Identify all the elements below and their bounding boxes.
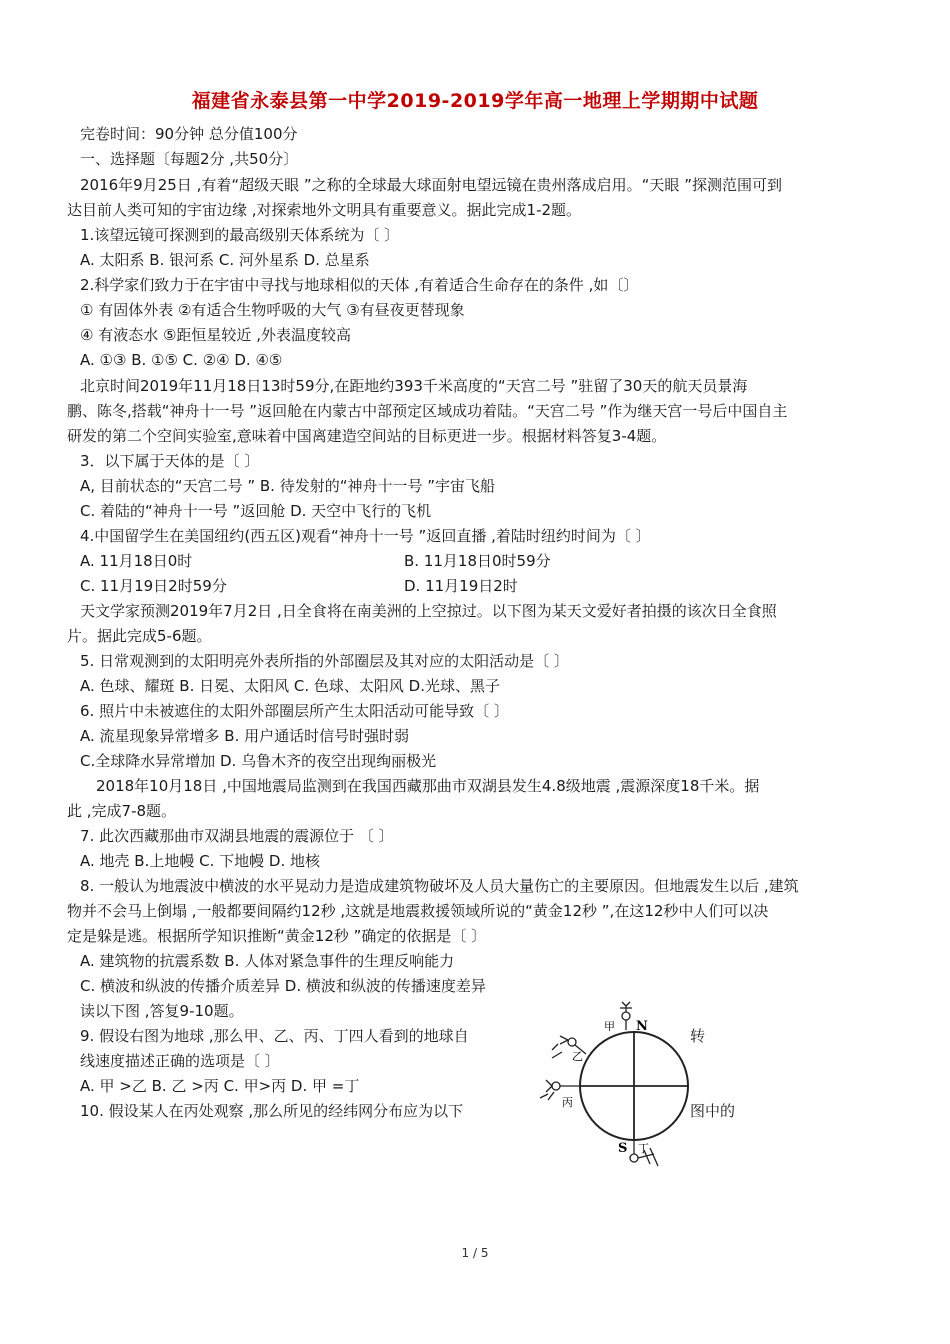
question-9-line-1-tail: 转 <box>690 1027 706 1045</box>
passage-5-line-1: 读以下图 ,答复9-10题。 <box>80 1002 244 1020</box>
passage-4-line-2: 此 ,完成7-8题。 <box>67 802 177 820</box>
question-8-line-3: 定是躲是逃。根据所学知识推断“黄金12秒 ”确定的依据是〔 〕 <box>67 927 487 945</box>
question-6-options-ab: A. 流星现象异常增多 B. 用户通话时信号时强时弱 <box>80 727 410 745</box>
question-3-stem: 3．以下属于天体的是〔 〕 <box>80 452 260 470</box>
question-9-line-2: 线速度描述正确的选项是〔 〕 <box>80 1052 280 1070</box>
passage-1-line-1: 2016年9月25日 ,有着“超级天眼 ”之称的全球最大球面射电望远镜在贵州落成启用。“天眼 ”探测范围可到 <box>80 176 782 194</box>
question-4-option-b: B. 11月18日0时59分 <box>404 552 551 570</box>
passage-2-line-1: 北京时间2019年11月18日13时59分,在距地约393千米高度的“天宫二号 ”驻留了30天的航天员景海 <box>80 377 748 395</box>
page-title: 福建省永泰县第一中学2019-2019学年高一地理上学期期中试题 <box>191 90 759 112</box>
question-10-line-1-tail: 图中的 <box>690 1102 736 1120</box>
observer-bing-label: 丙 <box>562 1096 573 1109</box>
earth-diagram <box>538 1000 698 1170</box>
observer-jia-label: 甲 <box>604 1020 615 1033</box>
question-2-options: A. ①③ B. ①⑤ C. ②④ D. ④⑤ <box>80 351 283 369</box>
question-1-stem: 1.该望远镜可探测到的最高级别天体系统为〔 〕 <box>80 226 400 244</box>
question-4-option-a: A. 11月18日0时 <box>80 552 193 570</box>
section-heading: 一、选择题〔每题2分 ,共50分〕 <box>80 150 299 168</box>
question-7-options: A. 地壳 B.上地幔 C. 下地幔 D. 地核 <box>80 852 320 870</box>
north-label: N <box>636 1019 648 1034</box>
question-2-items-1: ① 有固体外表 ②有适合生物呼吸的大气 ③有昼夜更替现象 <box>80 301 465 319</box>
question-2-items-2: ④ 有液态水 ⑤距恒星较近 ,外表温度较高 <box>80 326 351 344</box>
question-4-option-c: C. 11月19日2时59分 <box>80 577 227 595</box>
passage-3-line-2: 片。据此完成5-6题。 <box>67 627 212 645</box>
question-3-options-ab: A, 目前状态的“天宫二号 ” B. 待发射的“神舟十一号 ”宇宙飞船 <box>80 477 496 495</box>
passage-3-line-1: 天文学家预测2019年7月2日 ,日全食将在南美洲的上空掠过。以下图为某天文爱好者拍摄的该次日全食照 <box>80 602 777 620</box>
question-2-stem: 2.科学家们致力于在宇宙中寻找与地球相似的天体 ,有着适合生命存在的条件 ,如〔〕 <box>80 276 639 294</box>
question-3-options-cd: C. 着陆的“神舟十一号 ”返回舱 D. 天空中飞行的飞机 <box>80 502 432 520</box>
question-1-options: A. 太阳系 B. 银河系 C. 河外星系 D. 总星系 <box>80 251 370 269</box>
page-number: 1 / 5 <box>461 1246 489 1260</box>
question-7-stem: 7. 此次西藏那曲市双湖县地震的震源位于 〔 〕 <box>80 827 394 845</box>
question-6-stem: 6. 照片中未被遮住的太阳外部圈层所产生太阳活动可能导致〔 〕 <box>80 702 509 720</box>
question-10-line-1: 10. 假设某人在丙处观察 ,那么所见的经纬网分布应为以下 <box>80 1102 464 1120</box>
question-6-options-cd: C.全球降水异常增加 D. 乌鲁木齐的夜空出现绚丽极光 <box>80 752 437 770</box>
question-9-options: A. 甲 >乙 B. 乙 >丙 C. 甲>丙 D. 甲 =丁 <box>80 1077 360 1095</box>
passage-1-line-2: 达目前人类可知的宇宙边缘 ,对探索地外文明具有重要意义。据此完成1-2题。 <box>67 201 582 219</box>
question-4-option-d: D. 11月19日2时 <box>404 577 518 595</box>
observer-bing-icon <box>540 1080 580 1100</box>
question-5-stem: 5. 日常观测到的太阳明亮外表所指的外部圈层及其对应的太阳活动是〔 〕 <box>80 652 569 670</box>
passage-2-line-3: 研发的第二个空间实验室,意味着中国离建造空间站的目标更进一步。根据材料答复3-4题。 <box>67 427 667 445</box>
passage-4-line-1: 2018年10月18日 ,中国地震局监测到在我国西藏那曲市双湖县发生4.8级地震 ,震源深度18千米。据 <box>96 777 760 795</box>
question-8-options-ab: A. 建筑物的抗震系数 B. 人体对紧急事件的生理反响能力 <box>80 952 455 970</box>
observer-yi-label: 乙 <box>572 1050 583 1063</box>
earth-rotation-figure <box>538 1000 698 1174</box>
question-4-stem: 4.中国留学生在美国纽约(西五区)观看“神舟十一号 ”返回直播 ,着陆时纽约时间为〔 〕 <box>80 527 651 545</box>
question-8-line-1: 8. 一般认为地震波中横波的水平晃动力是造成建筑物破坏及人员大量伤亡的主要原因。但地震发生以后 ,建筑 <box>80 877 799 895</box>
observer-ding-label: 丁 <box>638 1142 649 1155</box>
question-8-line-2: 物并不会马上倒塌 ,一般都要间隔约12秒 ,这就是地震救援领域所说的“黄金12秒 ”,在这12秒中人们可以决 <box>67 902 769 920</box>
exam-time: 完卷时间：90分钟 总分值100分 <box>80 125 298 143</box>
question-9-line-1: 9. 假设右图为地球 ,那么甲、乙、丙、丁四人看到的地球自 <box>80 1027 469 1045</box>
question-8-options-cd: C. 横波和纵波的传播介质差异 D. 横波和纵波的传播速度差异 <box>80 977 486 995</box>
question-5-options: A. 色球、耀斑 B. 日冕、太阳风 C. 色球、太阳风 D.光球、黑子 <box>80 677 500 695</box>
observer-jia-icon <box>620 1002 632 1030</box>
south-label: S <box>618 1141 628 1156</box>
passage-2-line-2: 鹏、陈冬,搭载“神舟十一号 ”返回舱在内蒙古中部预定区域成功着陆。“天宫二号 ”作为继天宫一号后中国自主 <box>67 402 788 420</box>
